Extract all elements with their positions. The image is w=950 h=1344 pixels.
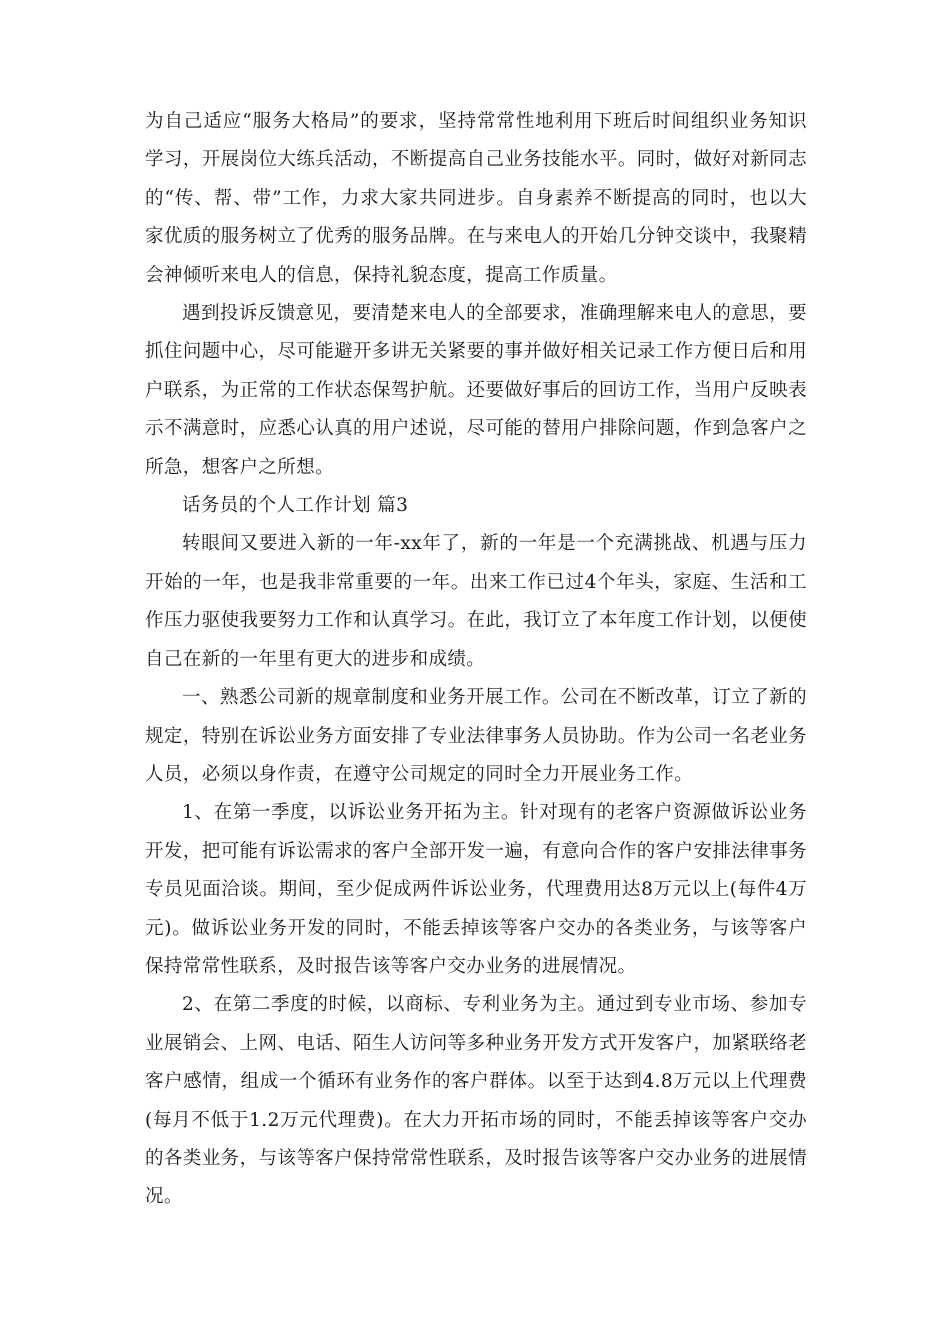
paragraph: 转眼间又要进入新的一年-xx年了，新的一年是一个充满挑战、机遇与压力开始的一年，也是我非常重要的一年。出来工作已过4个年头，家庭、生活和工作压力驱使我要努力工作和认真学习。在此，我订立了本年度工作计划，以便使自己在新的一年里有更大的进步和成绩。 — [145, 533, 807, 670]
paragraph: 遇到投诉反馈意见，要清楚来电人的全部要求，准确理解来电人的意思，要抓住问题中心，尽可能避开多讲无关紧要的事并做好相关记录工作方便日后和用户联系，为正常的工作状态保驾护航。还要做好事后的回访工作，当用户反映表示不满意时，应悉心认真的用户述说，尽可能的替用户排除问题，作到急客户之所急，想客户之所想。 — [145, 303, 807, 478]
section-heading: 话务员的个人工作计划 篇3 — [182, 495, 409, 517]
paragraph: 一、熟悉公司新的规章制度和业务开展工作。公司在不断改革，订立了新的规定，特别在诉讼业务方面安排了专业法律事务人员协助。作为公司一名老业务人员，必须以身作责，在遵守公司规定的同时全力开展业务工作。 — [145, 687, 807, 785]
paragraph: 1、在第一季度，以诉讼业务开拓为主。针对现有的老客户资源做诉讼业务开发，把可能有诉讼需求的客户全部开发一遍，有意向合作的客户安排法律事务专员见面洽谈。期间，至少促成两件诉讼业务，代理费用达8万元以上(每件4万元)。做诉讼业务开发的同时，不能丢掉该等客户交办的各类业务，与该等客户保持常常性联系，及时报告该等客户交办业务的进展情况。 — [145, 802, 807, 977]
paragraph-continued: 为自己适应“服务大格局”的要求，坚持常常性地利用下班后时间组织业务知识学习，开展岗位大练兵活动，不断提高自己业务技能水平。同时，做好对新同志的“传、帮、带”工作，力求大家共同进步。自身素养不断提高的同时，也以大家优质的服务树立了优秀的服务品牌。在与来电人的开始几分钟交谈中，我聚精会神倾听来电人的信息，保持礼貌态度，提高工作质量。 — [145, 111, 807, 286]
paragraph: 2、在第二季度的时候，以商标、专利业务为主。通过到专业市场、参加专业展销会、上网、电话、陌生人访问等多种业务开发方式开发客户，加紧联络老客户感情，组成一个循环有业务作的客户群体。以至于达到4.8万元以上代理费(每月不低于1.2万元代理费)。在大力开拓市场的同时，不能丢掉该等客户交办的各类业务，与该等客户保持常常性联系，及时报告该等客户交办业务的进展情况。 — [145, 994, 807, 1208]
document-body — [145, 103, 807, 1217]
